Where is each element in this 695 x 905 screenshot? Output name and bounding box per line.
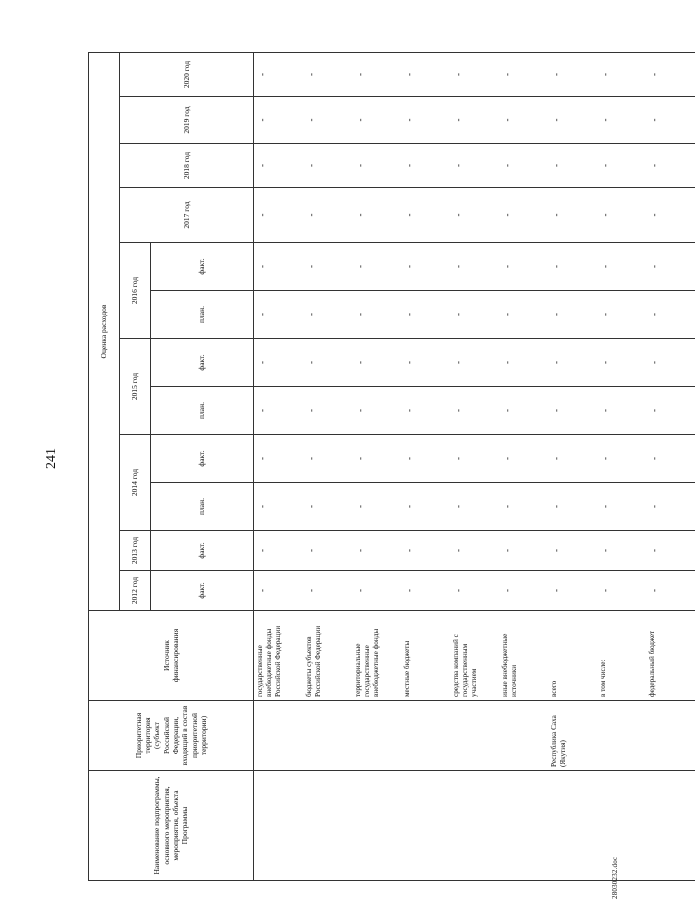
value-cell: -: [352, 571, 401, 611]
name-cell: [646, 771, 695, 881]
value-cell: -: [450, 483, 499, 531]
source-cell: средства компаний с государственным участием: [450, 611, 499, 701]
value-cell: -: [450, 188, 499, 243]
value-cell: -: [401, 188, 450, 243]
table-row: [401, 53, 450, 881]
value-cell: -: [401, 435, 450, 483]
name-cell: [303, 771, 352, 881]
value-cell: -: [254, 144, 304, 188]
header-2013-fact: факт.: [151, 531, 254, 571]
value-cell: -: [303, 339, 352, 387]
value-cell: -: [548, 571, 597, 611]
value-cell: -: [254, 53, 304, 97]
header-2016-plan: план.: [151, 291, 254, 339]
table-row: [303, 53, 352, 881]
territory-cell: [254, 701, 304, 771]
value-cell: -: [646, 144, 695, 188]
value-cell: -: [254, 571, 304, 611]
header-source: Источник финансирования: [89, 611, 254, 701]
value-cell: -: [450, 387, 499, 435]
header-name: Наименование подпрограммы, основного мероприятия, мероприятия, объекта Программы: [89, 771, 254, 881]
value-cell: -: [597, 531, 646, 571]
value-cell: -: [352, 387, 401, 435]
value-cell: -: [597, 339, 646, 387]
value-cell: -: [303, 387, 352, 435]
value-cell: -: [646, 291, 695, 339]
value-cell: -: [548, 531, 597, 571]
value-cell: -: [646, 483, 695, 531]
territory-cell: [352, 701, 401, 771]
value-cell: -: [303, 144, 352, 188]
value-cell: -: [352, 291, 401, 339]
territory-cell: [548, 701, 695, 771]
value-cell: -: [450, 531, 499, 571]
value-cell: -: [499, 339, 548, 387]
value-cell: -: [548, 243, 597, 291]
value-cell: -: [499, 531, 548, 571]
header-2012: 2012 год: [120, 571, 151, 611]
value-cell: -: [352, 483, 401, 531]
name-cell: [597, 771, 646, 881]
header-2014: 2014 год: [120, 435, 151, 531]
header-2018: 2018 год: [120, 144, 254, 188]
value-cell: -: [548, 435, 597, 483]
document-footer-code: 28030232.doc: [611, 856, 619, 899]
value-cell: -: [303, 435, 352, 483]
value-cell: -: [597, 188, 646, 243]
header-2016-fact: факт.: [151, 243, 254, 291]
value-cell: -: [597, 435, 646, 483]
value-cell: -: [597, 291, 646, 339]
value-cell: -: [450, 435, 499, 483]
value-cell: -: [254, 387, 304, 435]
value-cell: -: [646, 435, 695, 483]
territory-cell: [450, 701, 499, 771]
value-cell: -: [303, 97, 352, 144]
value-cell: -: [254, 531, 304, 571]
value-cell: -: [352, 188, 401, 243]
value-cell: -: [303, 188, 352, 243]
territory-cell: [401, 701, 450, 771]
value-cell: -: [597, 144, 646, 188]
value-cell: -: [548, 97, 597, 144]
value-cell: -: [303, 531, 352, 571]
value-cell: -: [450, 53, 499, 97]
value-cell: -: [303, 53, 352, 97]
value-cell: -: [597, 97, 646, 144]
value-cell: -: [303, 571, 352, 611]
value-cell: -: [597, 243, 646, 291]
table-row: [548, 53, 597, 881]
source-cell: территориальные государственные внебюджетные фонды: [352, 611, 401, 701]
value-cell: -: [450, 291, 499, 339]
header-2012-fact: факт.: [151, 571, 254, 611]
page-number: 241: [44, 448, 59, 469]
table-row: [450, 53, 499, 881]
header-2013: 2013 год: [120, 531, 151, 571]
table-row: [254, 53, 304, 881]
value-cell: -: [352, 97, 401, 144]
value-cell: -: [401, 144, 450, 188]
name-cell: [548, 771, 597, 881]
expenses-table: [88, 52, 695, 881]
value-cell: -: [646, 339, 695, 387]
value-cell: -: [499, 144, 548, 188]
header-2015-plan: план.: [151, 387, 254, 435]
value-cell: -: [450, 571, 499, 611]
source-cell: иные внебюджетные источники: [499, 611, 548, 701]
value-cell: -: [499, 571, 548, 611]
value-cell: -: [499, 97, 548, 144]
value-cell: -: [254, 483, 304, 531]
source-cell: федеральный бюджет: [646, 611, 695, 701]
value-cell: -: [597, 571, 646, 611]
value-cell: -: [450, 243, 499, 291]
table-row: [499, 53, 548, 881]
value-cell: -: [548, 188, 597, 243]
header-2015-fact: факт.: [151, 339, 254, 387]
value-cell: -: [646, 188, 695, 243]
value-cell: -: [352, 339, 401, 387]
value-cell: -: [499, 188, 548, 243]
name-cell: [352, 771, 401, 881]
value-cell: -: [548, 144, 597, 188]
header-2019: 2019 год: [120, 97, 254, 144]
name-cell: [254, 771, 304, 881]
value-cell: -: [646, 97, 695, 144]
name-cell: [401, 771, 450, 881]
header-2020: 2020 год: [120, 53, 254, 97]
value-cell: -: [352, 243, 401, 291]
value-cell: -: [646, 571, 695, 611]
value-cell: -: [401, 531, 450, 571]
source-cell: государственные внебюджетные фонды Российской Федерации: [254, 611, 304, 701]
value-cell: -: [597, 483, 646, 531]
value-cell: -: [254, 339, 304, 387]
header-territory: Приоритетная территория (субъект Российской Федерации, входящий в состав приоритетной территории): [89, 701, 254, 771]
region-label: Республика Саха (Якутия): [550, 715, 568, 767]
value-cell: -: [646, 243, 695, 291]
value-cell: -: [352, 144, 401, 188]
header-2014-fact: факт.: [151, 435, 254, 483]
territory-cell: [499, 701, 548, 771]
value-cell: -: [254, 188, 304, 243]
table-row: [352, 53, 401, 881]
source-cell: местные бюджеты: [401, 611, 450, 701]
value-cell: -: [499, 387, 548, 435]
header-2016: 2016 год: [120, 243, 151, 339]
value-cell: -: [597, 387, 646, 435]
value-cell: -: [401, 291, 450, 339]
value-cell: -: [401, 53, 450, 97]
value-cell: -: [548, 291, 597, 339]
value-cell: -: [352, 531, 401, 571]
value-cell: -: [450, 144, 499, 188]
value-cell: -: [548, 339, 597, 387]
source-cell: всего: [548, 611, 597, 701]
value-cell: -: [646, 53, 695, 97]
value-cell: -: [499, 53, 548, 97]
source-cell: бюджеты субъектов Российской Федерации: [303, 611, 352, 701]
header-2017: 2017 год: [120, 188, 254, 243]
value-cell: -: [401, 339, 450, 387]
value-cell: -: [499, 243, 548, 291]
territory-cell: [303, 701, 352, 771]
value-cell: -: [548, 53, 597, 97]
value-cell: -: [646, 387, 695, 435]
header-estimate: Оценка расходов: [89, 53, 120, 611]
value-cell: -: [401, 97, 450, 144]
value-cell: -: [352, 435, 401, 483]
value-cell: -: [401, 483, 450, 531]
value-cell: -: [303, 483, 352, 531]
value-cell: -: [499, 435, 548, 483]
value-cell: -: [401, 387, 450, 435]
name-cell: [499, 771, 548, 881]
value-cell: -: [303, 243, 352, 291]
value-cell: -: [254, 435, 304, 483]
value-cell: -: [254, 243, 304, 291]
value-cell: -: [401, 571, 450, 611]
name-cell: [450, 771, 499, 881]
header-2014-plan: план.: [151, 483, 254, 531]
value-cell: -: [548, 387, 597, 435]
value-cell: -: [254, 97, 304, 144]
value-cell: -: [646, 531, 695, 571]
value-cell: -: [499, 483, 548, 531]
value-cell: -: [450, 339, 499, 387]
value-cell: -: [548, 483, 597, 531]
value-cell: -: [597, 53, 646, 97]
source-cell: в том числе:: [597, 611, 646, 701]
value-cell: -: [254, 291, 304, 339]
header-2015: 2015 год: [120, 339, 151, 435]
value-cell: -: [450, 97, 499, 144]
value-cell: -: [303, 291, 352, 339]
value-cell: -: [499, 291, 548, 339]
value-cell: -: [401, 243, 450, 291]
value-cell: -: [352, 53, 401, 97]
